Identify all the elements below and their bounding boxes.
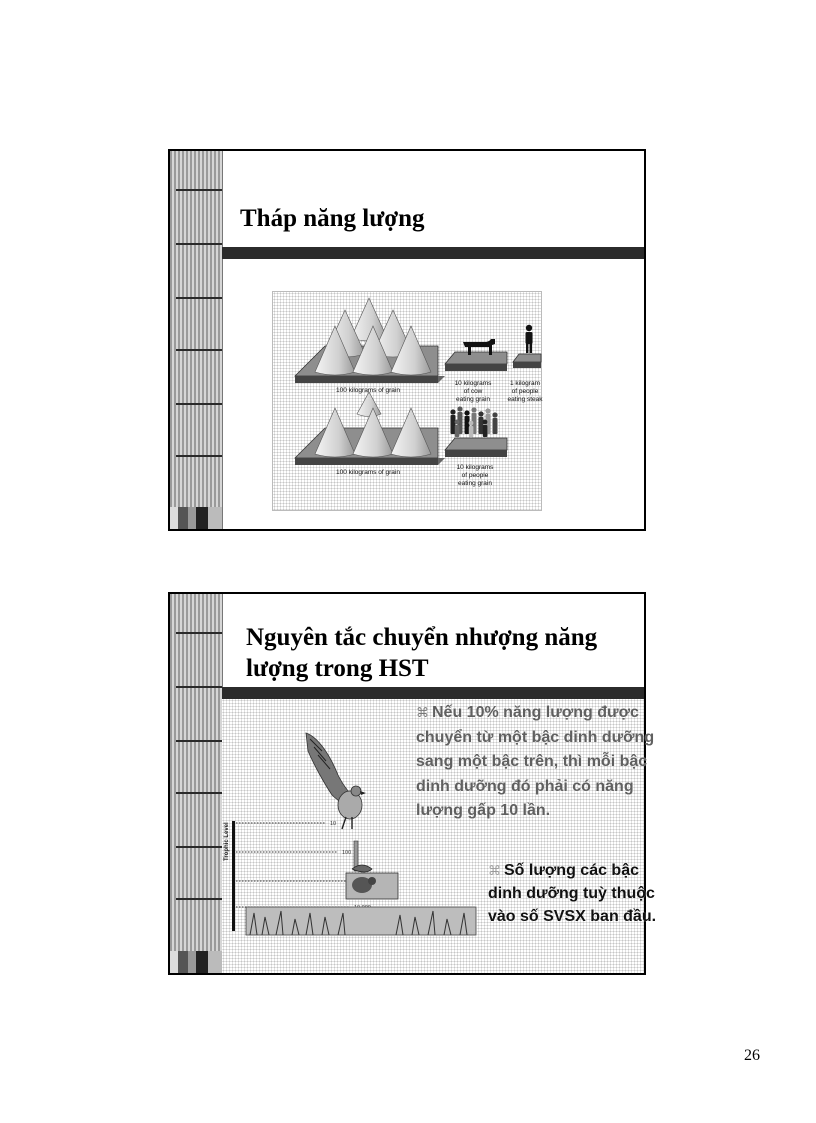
- axis-label: Trophic Level: [224, 822, 230, 861]
- crowd-of-people-icon: [450, 406, 497, 437]
- hawk-icon: [306, 733, 366, 829]
- slide-decor-strip: [170, 594, 223, 973]
- grain-pyramid-figure: [272, 291, 542, 511]
- cow-platform: [445, 339, 507, 371]
- bullet-trophic-levels: ⌘ Số lượng các bậc dinh dưỡng tuỳ thuộc vào số SVSX ban đầu.: [488, 862, 657, 925]
- grain-platform-top: [295, 298, 445, 383]
- level-value: 10: [330, 821, 337, 827]
- title-underline-band: [222, 687, 644, 699]
- bullet-energy-transfer: ⌘ Nếu 10% năng lượng được chuyển từ một bậc dinh dưỡng sang một bậc trên, thì mỗi bậc dinh dưỡng đó phải có năng lượng gấp 10 lần.: [416, 704, 655, 820]
- person-platform: [513, 325, 541, 368]
- people-grain-label: 10 kilograms of people eating grain: [456, 464, 494, 487]
- grain-label-top: 100 kilograms of grain: [336, 387, 400, 394]
- grass-strip: [246, 907, 476, 935]
- steak-label: 1 kilogram of people eating steak: [507, 380, 543, 403]
- page-number: 26: [744, 1047, 760, 1064]
- grain-platform-bottom: [295, 392, 445, 465]
- slide-decor-strip: [170, 151, 223, 529]
- slide-title: Nguyên tắc chuyển nhượng năng lượng trong HST: [246, 624, 598, 682]
- grain-label-bottom: 100 kilograms of grain: [336, 469, 400, 476]
- slide-energy-transfer: [168, 592, 657, 975]
- slide-title: Tháp năng lượng: [240, 205, 425, 232]
- title-underline-band: [222, 247, 644, 259]
- slide-energy-pyramid: [168, 149, 646, 531]
- snake-icon: [352, 841, 372, 872]
- crowd-platform: [445, 406, 507, 457]
- cow-label: 10 kilograms of cow eating grain: [454, 380, 492, 403]
- slide-body: [222, 699, 657, 973]
- mouse-icon: [346, 873, 398, 899]
- person-icon: [526, 325, 533, 353]
- level-value: 100: [342, 850, 352, 856]
